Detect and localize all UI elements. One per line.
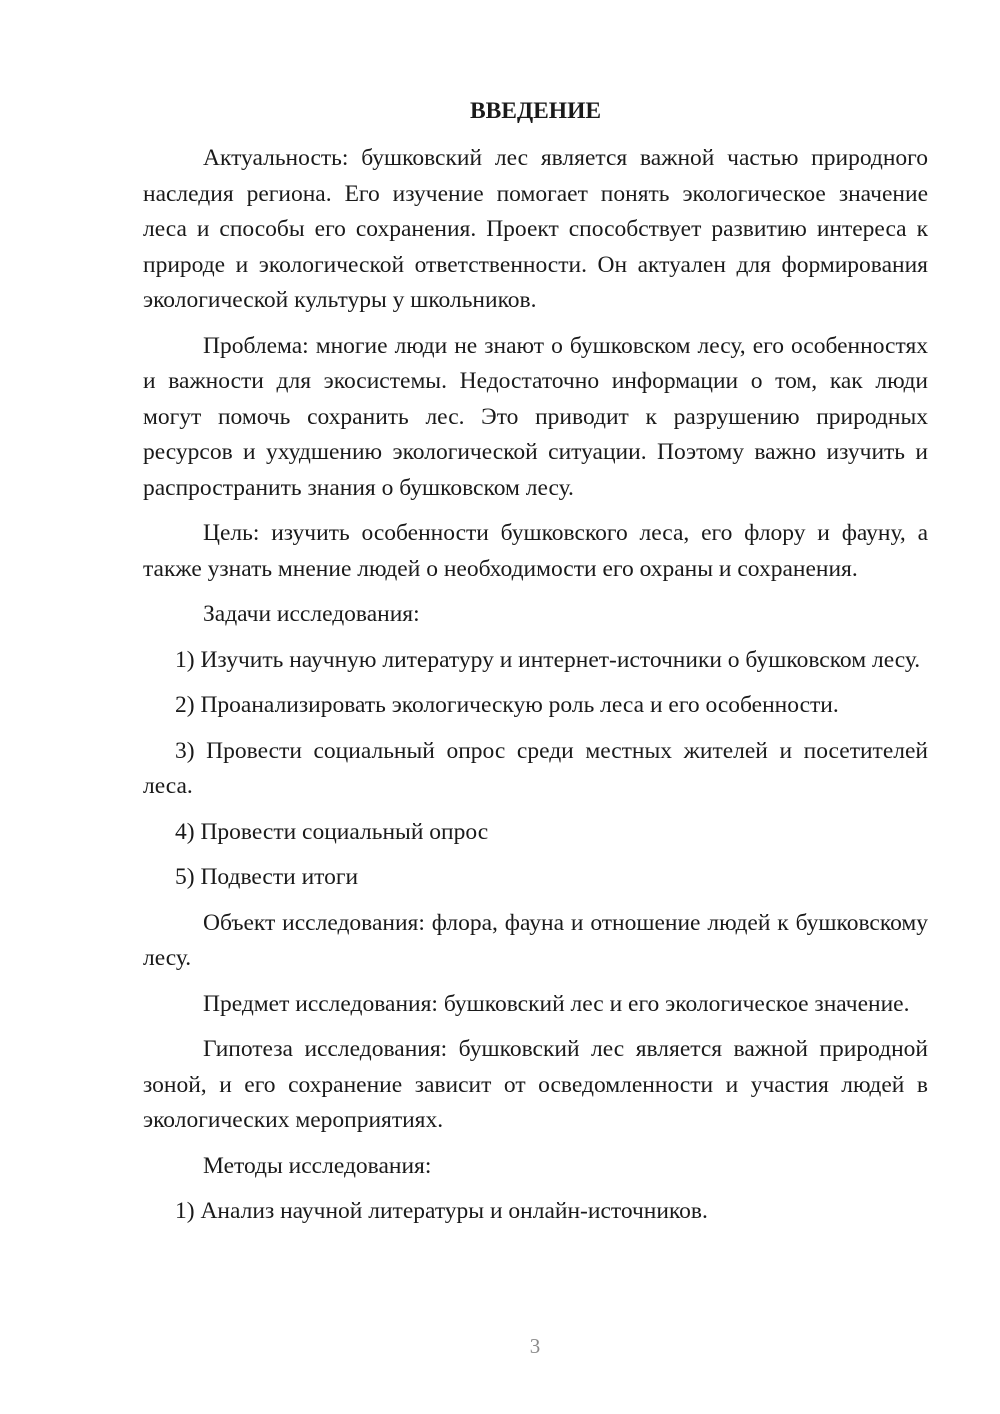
method-item-1: 1) Анализ научной литературы и онлайн-источников.: [175, 1198, 708, 1224]
tasks-heading: Задачи исследования:: [203, 601, 420, 627]
task-item-3: 3) Провести социальный опрос среди местных жителей и посетителей леса.: [143, 737, 928, 799]
goal-paragraph: Цель: изучить особенности бушковского леса, его флору и фауну, а также узнать мнение людей о необходимости его охраны и сохранения.: [143, 520, 928, 582]
problem-paragraph: Проблема: многие люди не знают о бушковском лесу, его особенностях и важности для экосистемы. Недостаточно информации о том, как люди могут помочь сохранить лес. Это приводит к разрушению природных ресурсов и ухудшению экологической ситуации. Поэтому важно изучить и распространить знания о бушковском лесу.: [143, 332, 928, 501]
task-item-5: 5) Подвести итоги: [175, 864, 359, 890]
object-paragraph: Объект исследования: флора, фауна и отношение людей к бушковскому лесу.: [143, 909, 928, 971]
page-number: 3: [529, 1334, 541, 1358]
hypothesis-paragraph: Гипотеза исследования: бушковский лес является важной природной зоной, и его сохранение зависит от осведомленности и участия людей в экологических мероприятиях.: [143, 1036, 928, 1133]
page-content: [143, 94, 928, 1240]
relevance-paragraph: Актуальность: бушковский лес является важной частью природного наследия региона. Его изучение помогает понять экологическое значение леса и способы его сохранения. Проект способствует развитию интереса к природе и экологической ответственности. Он актуален для формирования экологической культуры у школьников.: [143, 145, 928, 313]
methods-heading: Методы исследования:: [203, 1152, 432, 1179]
page-title: ВВЕДЕНИЕ: [469, 98, 602, 124]
task-item-1: 1) Изучить научную литературу и интернет-источники о бушковском лесу.: [175, 646, 921, 673]
task-item-4: 4) Провести социальный опрос: [175, 818, 489, 845]
task-item-2: 2) Проанализировать экологическую роль леса и его особенности.: [175, 692, 839, 718]
subject-paragraph: Предмет исследования: бушковский лес и его экологическое значение.: [203, 990, 910, 1017]
